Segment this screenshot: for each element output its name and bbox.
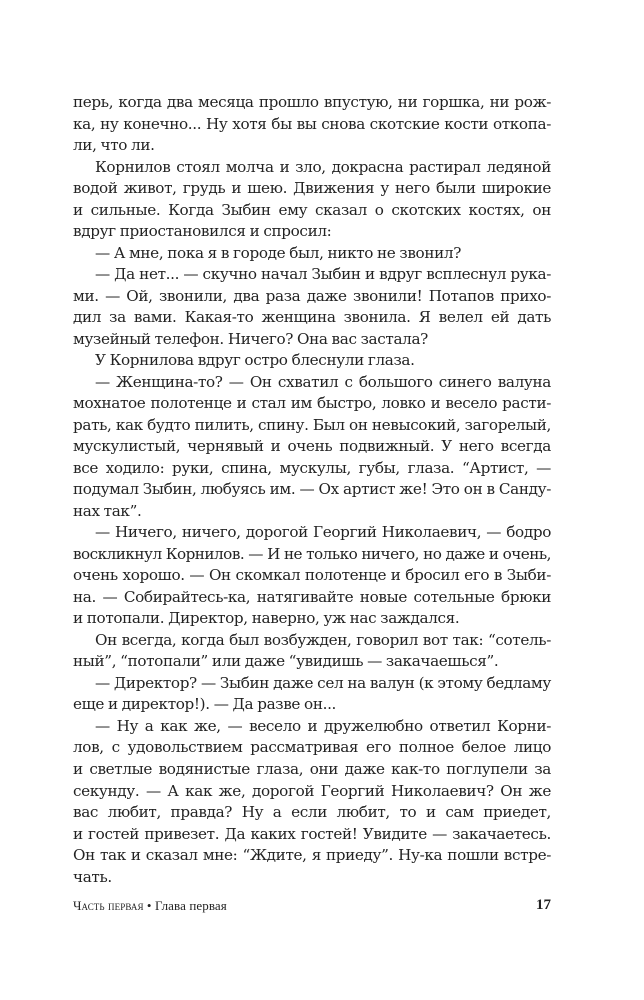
text-line: ли, что ли. [73, 136, 155, 155]
text-line: вдруг приостановился и спросил: [73, 222, 332, 241]
text-line: лов, с удовольствием рассматривая его полное белое лицо [73, 738, 551, 757]
separator-bullet: • [146, 898, 152, 913]
text-line: и потопали. Директор, наверно, уж нас заждался. [73, 609, 460, 628]
text-line: и светлые водянистые глаза, они даже как-то поглупели за [73, 759, 551, 778]
text-line: — Директор? — Зыбин даже сел на валун (к этому бедламу [95, 673, 551, 692]
text-line: все ходило: руки, спина, мускулы, губы, глаза. “Артист, — [73, 458, 551, 477]
text-line: очень хорошо. — Он скомкал полотенце и бросил его в Зыби- [73, 566, 551, 585]
text-line: Корнилов стоял молча и зло, докрасна растирал ледяной [95, 157, 551, 176]
text-line: Он так и сказал мне: “Ждите, я приеду”. Ну-ка пошли встре- [73, 846, 551, 865]
text-line: и сильные. Когда Зыбин ему сказал о скотских костях, он [73, 200, 551, 219]
text-line: перь, когда два месяца прошло впустую, ни горшка, ни рож- [73, 93, 551, 111]
body-text [73, 92, 551, 888]
text-line: секунду. — А как же, дорогой Георгий Николаевич? Он же [73, 781, 551, 800]
text-line: ми. — Ой, звонили, два раза даже звонили! Потапов прихо- [73, 286, 551, 305]
part-title: Часть первая [73, 898, 144, 913]
text-line: ка, ну конечно... Ну хотя бы вы снова скотские кости откопа- [73, 114, 551, 133]
text-line: дил за вами. Какая-то женщина звонила. Я велел ей дать [73, 308, 551, 327]
text-line: — А мне, пока я в городе был, никто не звонил? [95, 243, 461, 262]
text-line: музейный телефон. Ничего? Она вас застала? [73, 329, 428, 348]
text-line: — Женщина-то? — Он схватил с большого синего валуна [95, 372, 551, 391]
running-head [73, 898, 227, 914]
text-line: — Да нет... — скучно начал Зыбин и вдруг всплеснул рука- [95, 265, 551, 284]
text-line: Он всегда, когда был возбужден, говорил вот так: “сотель- [95, 630, 551, 649]
text-line: воскликнул Корнилов. — И не только ничего, но даже и очень, [73, 544, 551, 563]
text-line: еще и директор!). — Да разве он... [73, 695, 337, 714]
text-line: ный”, “потопали” или даже “увидишь — закачаешься”. [73, 652, 499, 671]
text-line: мускулистый, чернявый и очень подвижный. У него всегда [73, 437, 551, 456]
text-line: вас любит, правда? Ну а если любит, то и сам приедет, [73, 803, 551, 822]
text-line: и гостей привезет. Да каких гостей! Увидите — закачаетесь. [73, 824, 551, 843]
text-line: мохнатое полотенце и стал им быстро, ловко и весело расти- [73, 394, 551, 413]
text-line: У Корнилова вдруг остро блеснули глаза. [95, 351, 415, 370]
text-line: — Ну а как же, — весело и дружелюбно ответил Корни- [95, 716, 551, 735]
chapter-title: Глава первая [154, 898, 227, 913]
page-number: 17 [536, 897, 551, 913]
page-footer [73, 898, 551, 918]
text-line: нах так”. [73, 501, 142, 520]
text-line: водой живот, грудь и шею. Движения у него были широкие [73, 179, 551, 198]
text-line: рать, как будто пилить, спину. Был он невысокий, загорелый, [73, 415, 551, 434]
text-line: на. — Собирайтесь-ка, натягивайте новые сотельные брюки [73, 587, 551, 606]
text-line: чать. [73, 867, 112, 886]
text-line: подумал Зыбин, любуясь им. — Ох артист же! Это он в Санду- [73, 480, 551, 499]
text-line: — Ничего, ничего, дорогой Георгий Николаевич, — бодро [95, 523, 551, 542]
